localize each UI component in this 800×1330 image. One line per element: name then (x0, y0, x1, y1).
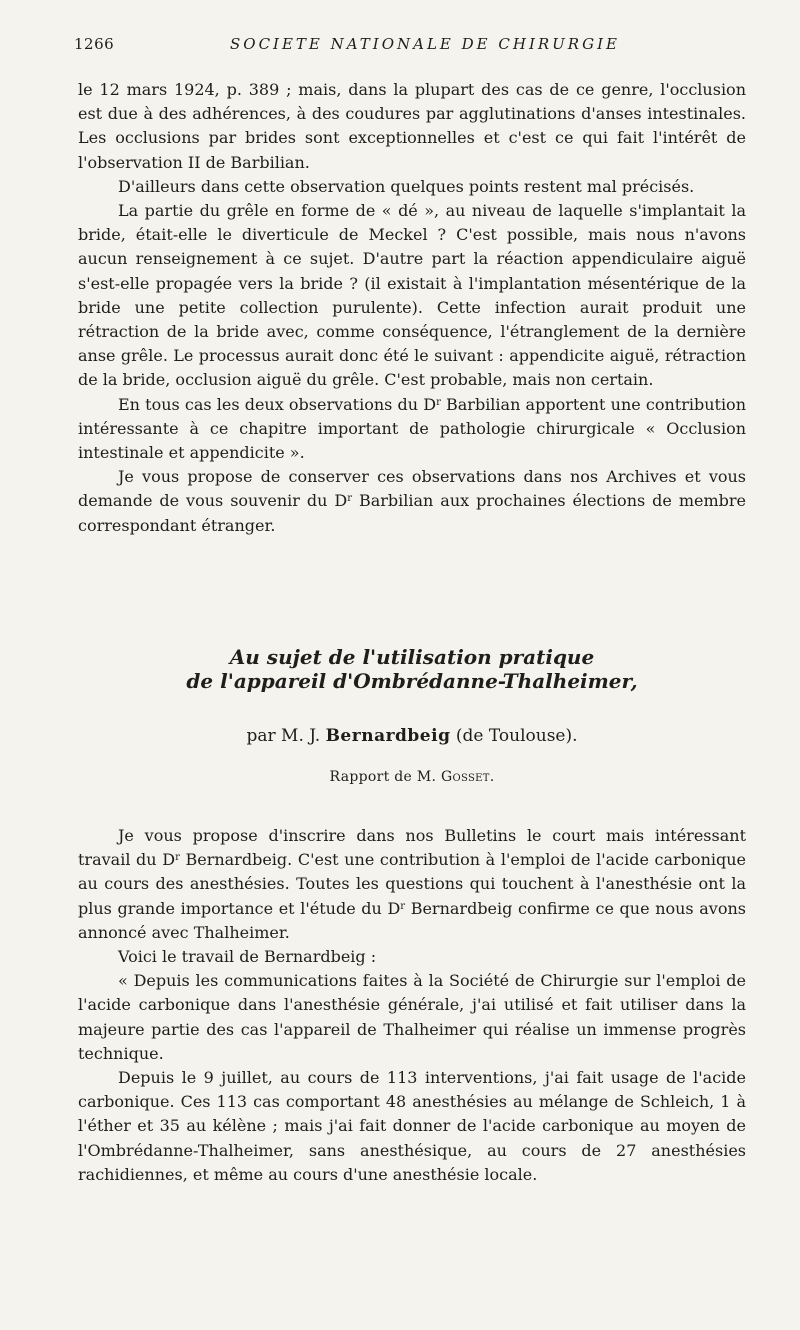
byline-prefix: par M. J. (246, 726, 321, 746)
journal-title: SOCIETE NATIONALE DE CHIRURGIE (230, 35, 620, 53)
report-prefix: Rapport de M. (329, 769, 437, 785)
article-body (78, 824, 746, 1187)
text-run: Bernardbeig confirme ce que nous avons annoncé avec Thalheimer. (78, 898, 746, 942)
paragraph (78, 824, 746, 945)
text-run: Barbilian aux prochaines élections de membre correspondant étranger. (78, 491, 746, 535)
reporter-name: Gosset (441, 769, 490, 785)
superscript: r (400, 900, 406, 912)
report-line (78, 769, 746, 785)
superscript: r (175, 852, 180, 864)
text-run: Je vous propose de conserver ces observations dans nos Archives et vous demande de vous souvenir du D (78, 467, 746, 511)
paragraph: Depuis le 9 juillet, au cours de 113 interventions, j'ai fait usage de l'acide carbonique. Ces 113 cas comportant 48 anesthésies au mélange de Schleich, 1 à l'éther et 35 au kélène ; mais j'ai fait donner de l'acide carbonique au moyen de l'Ombrédanne-Thalheimer, sans anesthésique, au cours de 27 anesthésies rachidiennes, et même au cours d'une anesthésie locale. (78, 1068, 746, 1184)
superscript: r (436, 396, 441, 408)
paragraph (78, 393, 746, 466)
report-suffix: . (489, 769, 495, 785)
previous-report-text (78, 78, 746, 538)
byline-suffix: (de Toulouse). (455, 726, 578, 746)
paragraph: le 12 mars 1924, p. 389 ; mais, dans la plupart des cas de ce genre, l'occlusion est due à des adhérences, à des coudures par agglutinations d'anses intestinales. Les occlusions par brides sont exceptionnelles et c'est ce qui fait l'intérêt de l'observation II de Barbilian. (78, 80, 746, 172)
paragraph: La partie du grêle en forme de « dé », au niveau de laquelle s'implantait la bride, était-elle le diverticule de Meckel ? C'est possible, mais nous n'avons aucun renseignement à ce sujet. D'autre part la réaction appendiculaire aiguë s'est-elle propagée vers la bride ? (il existait à l'implantation mésentérique de la bride une petite collection purulente). Cette infection aurait produit une rétraction de la bride avec, comme conséquence, l'étranglement de la dernière anse grêle. Le processus aurait donc été le suivant : appendicite aiguë, rétraction de la bride, occlusion aiguë du grêle. C'est probable, mais non certain. (78, 201, 746, 390)
author-name: Bernardbeig (325, 726, 451, 746)
text-run: Bernardbeig. C'est une contribution à l'emploi de l'acide carbonique au cours des anesthésies. Toutes les questions qui touchent à l'anesthésie ont la plus grande importance et l'étude du D (78, 850, 747, 918)
paragraph: D'ailleurs dans cette observation quelques points restent mal précisés. (118, 176, 695, 196)
running-head (74, 35, 754, 59)
byline (78, 726, 746, 746)
text-run: Je vous propose d'inscrire dans nos Bulletins le court mais intéressant travail du D (78, 826, 746, 870)
text-run: En tous cas les deux observations du D (118, 394, 437, 414)
article-title-line: Au sujet de l'utilisation pratique (229, 645, 595, 669)
article-title-line: de l'appareil d'Ombrédanne-Thalheimer, (186, 669, 638, 693)
article-title (78, 645, 746, 693)
superscript: r (347, 493, 352, 505)
paragraph: « Depuis les communications faites à la Société de Chirurgie sur l'emploi de l'acide carbonique dans l'anesthésie générale, j'ai utilisé et fait utiliser dans la majeure partie des cas l'appareil de Thalheimer qui réalise un immense progrès technique. (78, 971, 746, 1063)
paragraph (78, 465, 746, 538)
page-number: 1266 (74, 35, 115, 53)
paragraph: Voici le travail de Bernardbeig : (118, 947, 377, 967)
text-run: Barbilian apportent une contribution intéressante à ce chapitre important de pathologie chirurgicale « Occlusion intestinale et appendicite ». (78, 394, 746, 463)
new-article (78, 645, 746, 1187)
